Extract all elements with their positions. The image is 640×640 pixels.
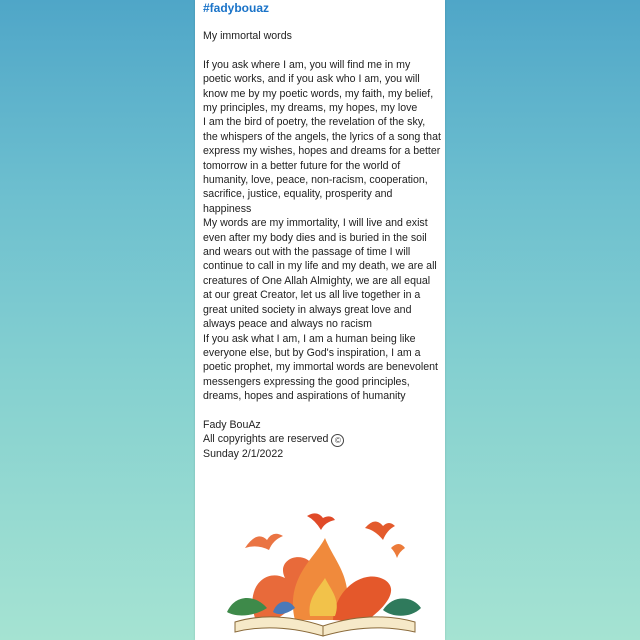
author-name: Fady BouAz bbox=[203, 418, 261, 431]
post-card bbox=[195, 0, 445, 640]
copyright-text: All copyrights are reserved bbox=[203, 433, 329, 446]
hashtag-link[interactable]: #fadybouaz bbox=[203, 1, 270, 15]
bird-far-right bbox=[391, 544, 405, 558]
bird-left bbox=[245, 534, 283, 550]
paragraph-3: My words are my immortality, I will live and exist even after my body dies and is buried in the soil and wears out with the passage of time I will continue to call in my life and my death, we are all creatures of One Allah Almighty, we are all equal at our great Creator, let us all live together in a great united society in always great love and always peace and always no racism bbox=[203, 217, 437, 331]
paragraph-4: If you ask what I am, I am a human being like everyone else, but by God's inspiration, I am a poetic prophet, my immortal words are benevolent messengers expressing the good principles, dreams, hopes and aspirations of humanity bbox=[203, 332, 438, 403]
bird-top bbox=[307, 513, 335, 530]
post-title: My immortal words bbox=[203, 30, 292, 42]
copyright-icon: © bbox=[331, 434, 344, 447]
bird-right bbox=[365, 521, 395, 540]
post-date: Sunday 2/1/2022 bbox=[203, 448, 284, 461]
open-book-illustration bbox=[215, 508, 435, 640]
leaf-right bbox=[383, 599, 421, 616]
paragraph-2: I am the bird of poetry, the revelation of the sky, the whispers of the angels, the lyrics of a song that express my wishes, hopes and dreams for a better tomorrow in a better future for the world of humanity, love, peace, non-racism, cooperation, sacrifice, justice, equality, prosperity and happiness bbox=[203, 116, 441, 215]
post-text bbox=[203, 29, 441, 462]
copyright-line bbox=[203, 432, 441, 447]
paragraph-1: If you ask where I am, you will find me in my poetic works, and if you ask who I am, you will know me by my poetic words, my faith, my belief, my principles, my dreams, my hopes, my love bbox=[203, 58, 434, 115]
